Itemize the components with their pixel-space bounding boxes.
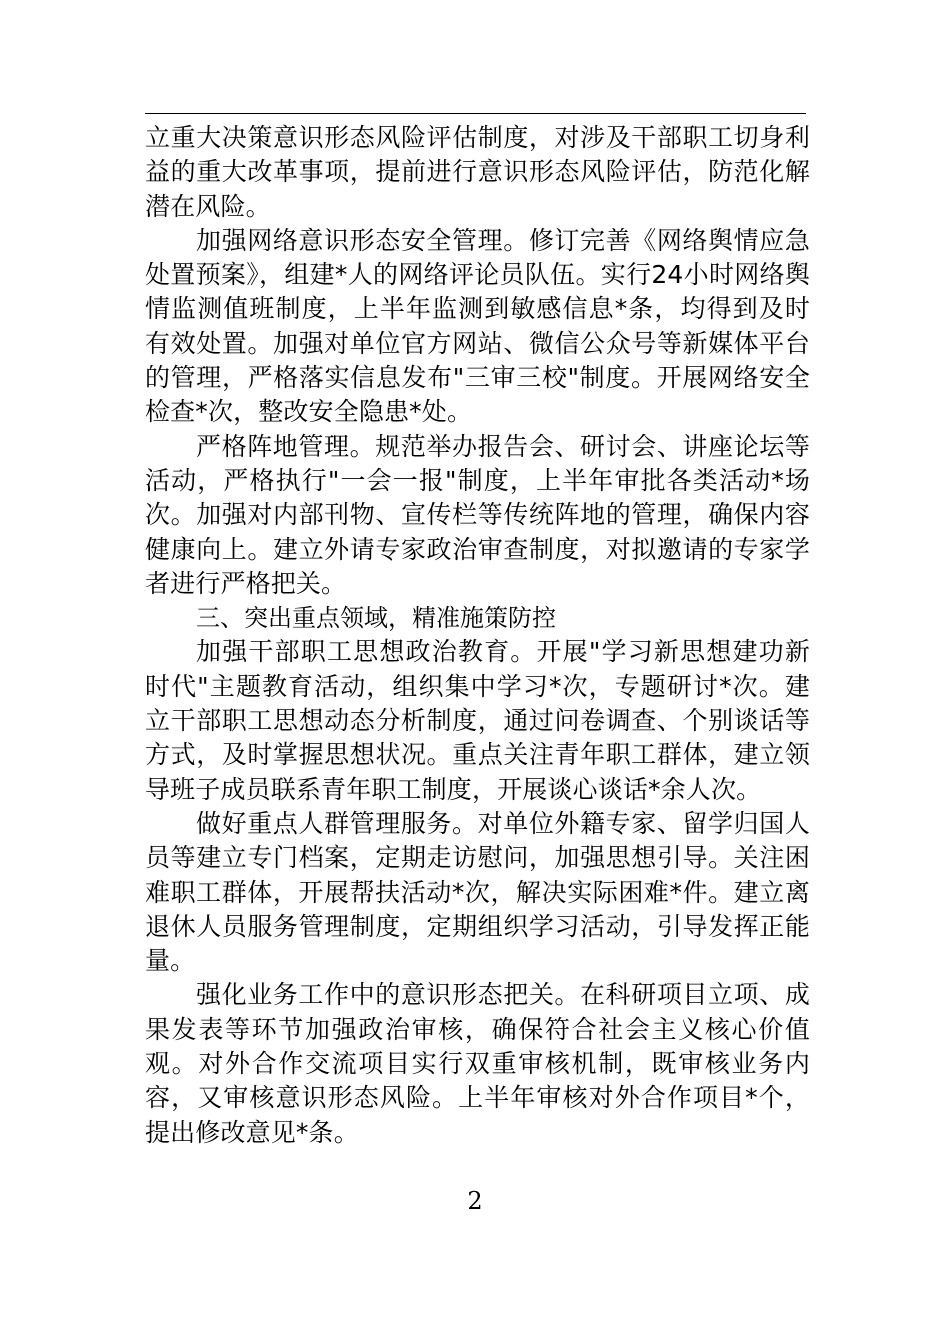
section-heading: 三、突出重点领域，精准施策防控 bbox=[196, 604, 556, 633]
page-number: 2 bbox=[467, 1187, 483, 1215]
paragraph-business-review: 强化业务工作中的意识形态把关。在科研项目立项、成果发表等环节加强政治审核，确保符合社会主义核心价值观。对外合作交流项目实行双重审核机制，既审核业务内容，又审核意识形态风险。上半年审核对外合作项目*个，提出修改意见*条。 bbox=[145, 980, 810, 1147]
header-rule bbox=[145, 113, 806, 114]
paragraph-key-groups: 做好重点人群管理服务。对单位外籍专家、留学归国人员等建立专门档案，定期走访慰问，加强思想引导。关注困难职工群体，开展帮扶活动*次，解决实际困难*件。建立离退休人员服务管理制度，定期组织学习活动，引导发挥正能量。 bbox=[145, 808, 810, 976]
paragraph-political-education: 加强干部职工思想政治教育。开展"学习新思想建功新时代"主题教育活动，组织集中学习*次，专题研讨*次。建立干部职工思想动态分析制度，通过问卷调查、个别谈话等方式，及时掌握思想状况。重点关注青年职工群体，建立领导班子成员联系青年职工制度，开展谈心谈话*余人次。 bbox=[145, 637, 810, 804]
document-body bbox=[145, 121, 810, 1150]
paragraph-continuation: 立重大决策意识形态风险评估制度，对涉及干部职工切身利益的重大改革事项，提前进行意识形态风险评估，防范化解潜在风险。 bbox=[145, 123, 810, 221]
paragraph-network-security: 加强网络意识形态安全管理。修订完善《网络舆情应急处置预案》，组建*人的网络评论员队伍。实行24小时网络舆情监测值班制度，上半年监测到敏感信息*条，均得到及时有效处置。加强对单位官方网站、微信公众号等新媒体平台的管理，严格落实信息发布"三审三校"制度。开展网络安全检查*次，整改安全隐患*处。 bbox=[145, 225, 810, 427]
paragraph-position-management: 严格阵地管理。规范举办报告会、研讨会、讲座论坛等活动，严格执行"一会一报"制度，上半年审批各类活动*场次。加强对内部刊物、宣传栏等传统阵地的管理，确保内容健康向上。建立外请专家政治审查制度，对拟邀请的专家学者进行严格把关。 bbox=[145, 431, 810, 598]
